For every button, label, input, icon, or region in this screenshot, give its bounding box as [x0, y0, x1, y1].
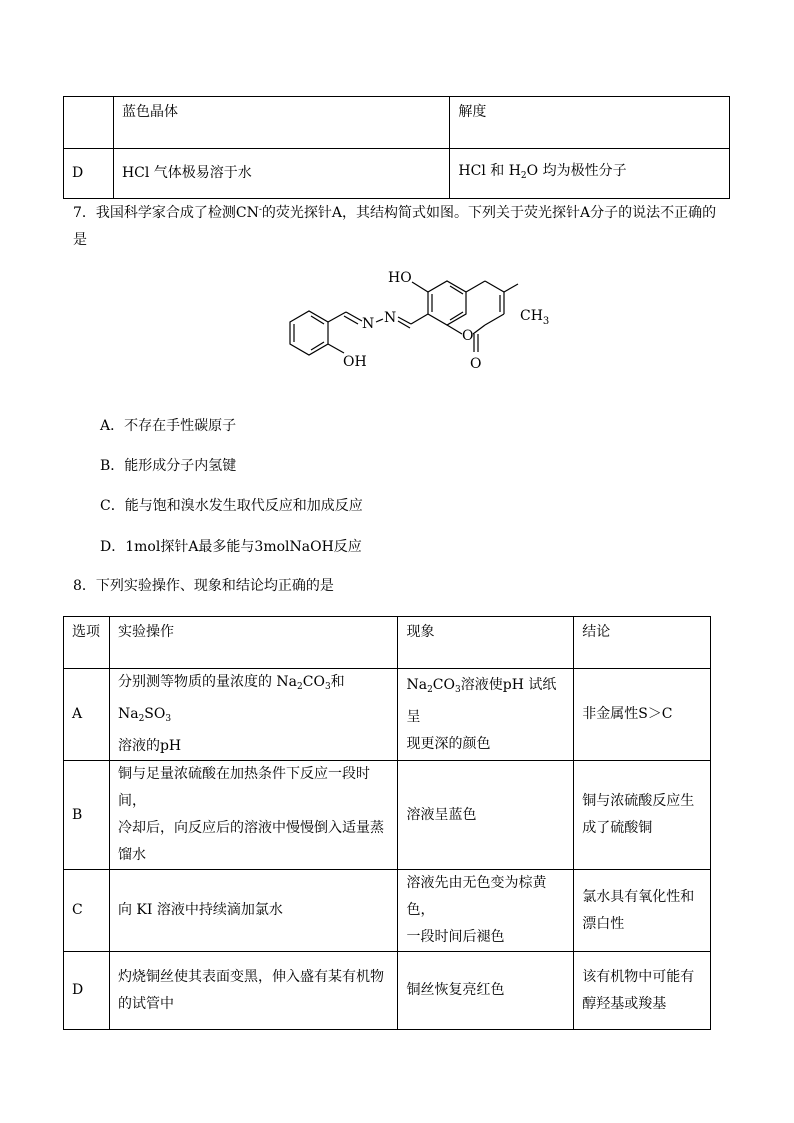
- header-operation: 实验操作: [109, 617, 398, 669]
- text: O 均为极性分子: [526, 162, 627, 179]
- question-7-stem: [73, 197, 716, 254]
- table-cell: 蓝色晶体: [113, 97, 449, 149]
- table-cell: 解度: [450, 97, 730, 149]
- table-row: [64, 952, 711, 1030]
- question-8-stem: 8．下列实验操作、现象和结论均正确的是: [73, 578, 334, 594]
- row-phenomenon: $Na_2CO_3$溶液使pH 试纸呈 现更深的颜色: [398, 669, 574, 761]
- text: 7．我国科学家合成了检测CN: [73, 205, 259, 221]
- table-cell: HCl 气体极易溶于水: [113, 149, 449, 199]
- option-a: A．不存在手性碳原子: [100, 418, 237, 434]
- table-row: [64, 669, 711, 761]
- previous-question-table: [63, 96, 730, 199]
- text: 是: [73, 232, 87, 248]
- row-conclusion: 氯水具有氧化性和 漂白性: [574, 870, 711, 952]
- row-conclusion: 非金属性S＞C: [574, 669, 711, 761]
- text: 的荧光探针A，其结构简式如图。下列关于荧光探针A分子的说法不正确的: [261, 205, 717, 221]
- table-cell: [450, 149, 730, 199]
- text: HCl 和 H: [458, 162, 521, 179]
- row-phenomenon: 溶液呈蓝色: [398, 761, 574, 870]
- label-o-ring: O: [462, 328, 474, 344]
- row-conclusion: 该有机物中可能有 醇羟基或羧基: [574, 952, 711, 1030]
- header-conclusion: 结论: [574, 617, 711, 669]
- table-row: [64, 870, 711, 952]
- option-c: C．能与饱和溴水发生取代反应和加成反应: [100, 498, 363, 514]
- row-option: B: [64, 761, 110, 870]
- table-row: [64, 97, 730, 149]
- header-option: 选项: [64, 617, 110, 669]
- row-option: D: [64, 952, 110, 1030]
- table-header-row: [64, 617, 711, 669]
- label-ch3: $CH_3$: [520, 308, 550, 327]
- row-option: C: [64, 870, 110, 952]
- label-ho: HO: [388, 270, 412, 286]
- label-n2: N: [384, 310, 397, 326]
- table-row: [64, 761, 711, 870]
- label-n1: N: [362, 316, 375, 332]
- row-phenomenon: 溶液先由无色变为棕黄色， 一段时间后褪色: [398, 870, 574, 952]
- row-operation: 铜与足量浓硫酸在加热条件下反应一段时间， 冷却后，向反应后的溶液中慢慢倒入适量蒸 馏水: [109, 761, 398, 870]
- superscript: -: [258, 205, 262, 215]
- row-operation: 分别测等物质的量浓度的 $Na_2CO_3$和 $Na_2SO_3$ 溶液的pH: [109, 669, 398, 761]
- row-operation: 向 KI 溶液中持续滴加氯水: [109, 870, 398, 952]
- label-o-carbonyl: O: [470, 356, 482, 372]
- row-option: A: [64, 669, 110, 761]
- table-cell: D: [64, 149, 114, 199]
- table-row: [64, 149, 730, 199]
- table-cell: [64, 97, 114, 149]
- option-d: D．1mol探针A最多能与3molNaOH反应: [100, 539, 362, 555]
- header-phenomenon: 现象: [398, 617, 574, 669]
- structure-diagram: [280, 262, 550, 392]
- row-phenomenon: 铜丝恢复亮红色: [398, 952, 574, 1030]
- experiment-table: [63, 616, 711, 1030]
- row-operation: 灼烧铜丝使其表面变黑，伸入盛有某有机物 的试管中: [109, 952, 398, 1030]
- subscript: 2: [520, 170, 527, 181]
- option-b: B．能形成分子内氢键: [100, 458, 237, 474]
- row-conclusion: 铜与浓硫酸反应生 成了硫酸铜: [574, 761, 711, 870]
- label-oh: OH: [343, 354, 367, 370]
